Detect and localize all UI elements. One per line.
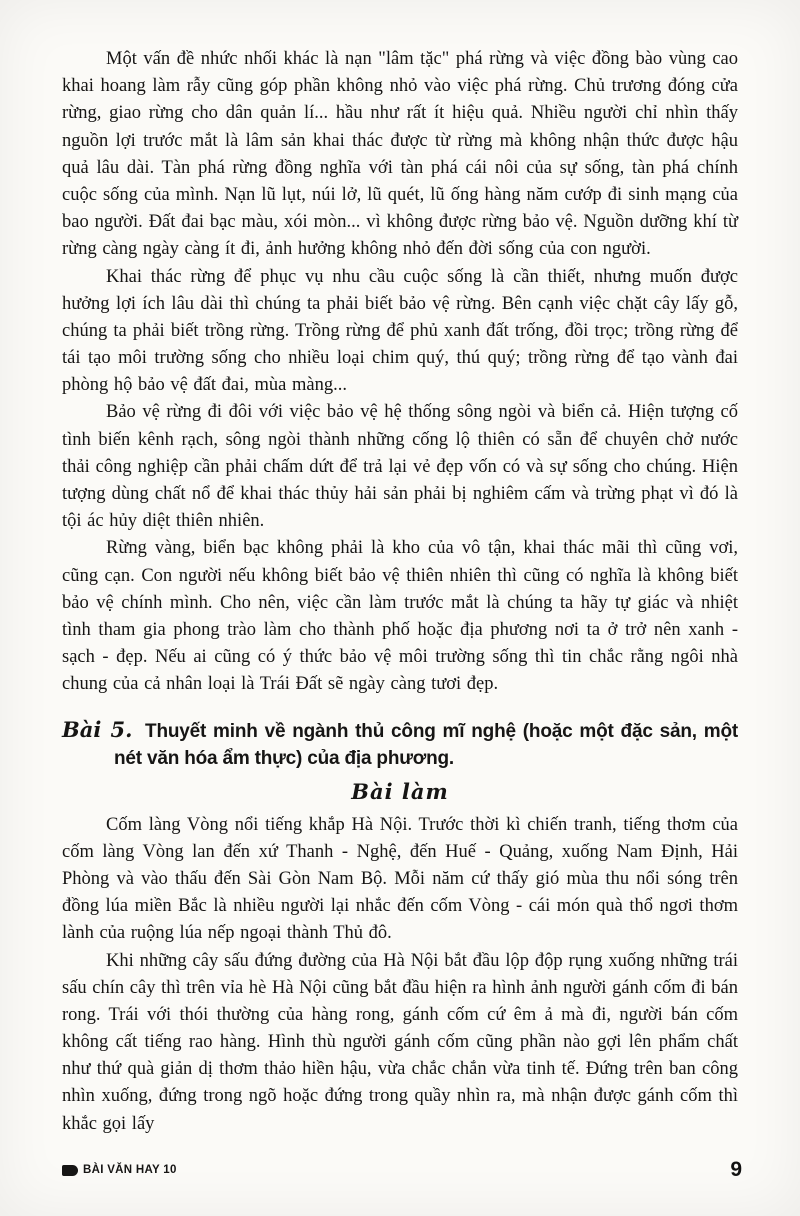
series-title: BÀI VĂN HAY 10: [83, 1164, 177, 1176]
series-logo-icon: [62, 1165, 78, 1176]
paragraph-deforestation: Một vấn đề nhức nhối khác là nạn "lâm tặc" phá rừng và việc đồng bào vùng cao khai hoang làm rẫy cũng góp phần không nhỏ vào việc phá rừng. Chủ trương đóng cửa rừng, giao rừng cho dân quản lí... hầu như rất ít hiệu quả. Nhiều người chỉ nhìn thấy nguồn lợi trước mắt là lâm sản khai thác được từ rừng mà không nhận thức được hậu quả lâu dài. Tàn phá rừng đồng nghĩa với tàn phá cái nôi của sự sống, tàn phá chính cuộc sống của mình. Nạn lũ lụt, núi lở, lũ quét, lũ ống hàng năm cướp đi sinh mạng của bao người. Đất đai bạc màu, xói mòn... vì không được rừng bảo vệ. Nguồn dưỡng khí từ rừng càng ngày càng ít đi, ảnh hưởng không nhỏ đến đời sống của con người.: [62, 49, 738, 260]
paragraph-conclusion: Rừng vàng, biển bạc không phải là kho của vô tận, khai thác mãi thì cũng vơi, cũng cạn. Con người nếu không biết bảo vệ thiên nhiên thì cũng có nghĩa là không biết bảo vệ chính mình. Cho nên, việc cần làm trước mắt là chúng ta hãy tự giác và nhiệt tình tham gia phong trào làm cho thành phố hoặc địa phương nơi ta ở trở nên xanh - sạch - đẹp. Nếu ai cũng có ý thức bảo vệ môi trường sống thì tin chắc rằng ngôi nhà chung của cả nhân loại là Trái Đất sẽ ngày càng tươi đẹp.: [62, 538, 738, 695]
footer-series: [62, 1164, 177, 1176]
page-footer: [62, 1158, 742, 1182]
exercise-number-label: Bài 5.: [62, 716, 133, 742]
exercise-heading: [62, 715, 738, 773]
exercise-title: Thuyết minh về ngành thủ công mĩ nghệ (hoặc một đặc sản, một nét văn hóa ẩm thực) của địa phương.: [114, 720, 739, 770]
paragraph-com-vong-intro: Cốm làng Vòng nổi tiếng khắp Hà Nội. Trước thời kì chiến tranh, tiếng thơm của cốm làng Vòng lan đến xứ Thanh - Nghệ, đến Huế - Quảng, xuống Nam Định, Hải Phòng và vào thấu đến Sài Gòn Nam Bộ. Mỗi năm cứ thấy gió mùa thu nổi sóng trên đồng lúa miền Bắc là nhiều người lại nhắc đến cốm Vòng - cái món quà thổ ngơi thơm lành của ruộng lúa nếp ngoại thành Thủ đô.: [62, 814, 738, 944]
paragraph-rivers-sea: Bảo vệ rừng đi đôi với việc bảo vệ hệ thống sông ngòi và biển cả. Hiện tượng cố tình biến kênh rạch, sông ngòi thành những cống lộ thiên có sẵn để chuyên chở nước thải công nghiệp cần phải chấm dứt để trả lại vẻ đẹp vốn có và sự sống cho chúng. Hiện tượng dùng chất nổ để khai thác thủy hải sản phải bị nghiêm cấm và trừng phạt vì đó là tội ác hủy diệt thiên nhiên.: [62, 402, 738, 532]
paragraph-reforestation: Khai thác rừng để phục vụ nhu cầu cuộc sống là cần thiết, nhưng muốn được hưởng lợi ích lâu dài thì chúng ta phải biết bảo vệ rừng. Bên cạnh việc chặt cây lấy gỗ, chúng ta phải biết trồng rừng. Trồng rừng để phủ xanh đất trống, đồi trọc; trồng rừng để tái tạo môi trường sống cho nhiều loại chim quý, thú quý; trồng rừng để tạo vành đai phòng hộ bảo vệ đất đai, mùa màng...: [62, 266, 738, 396]
essay-response-heading: Bài làm: [351, 778, 449, 804]
paragraph-com-vong-sellers: Khi những cây sấu đứng đường của Hà Nội bắt đầu lộp độp rụng xuống những trái sấu chín cây thì trên vỉa hè Hà Nội cũng bắt đầu hiện ra hình ảnh người gánh cốm đi bán rong. Trái với thói thường của hàng rong, gánh cốm cứ êm ả mà đi, người bán cốm không cất tiếng rao hàng. Hình thù người gánh cốm cũng phần nào gợi lên phẩm chất như thứ quà giản dị thơm thảo hiền hậu, vừa chắc chắn vừa tinh tế. Đứng trên ban công nhìn xuống, đứng trong ngõ hoặc đứng trong quầy nhìn ra, mà nhận được gánh cốm thì khắc gọi lấy: [62, 950, 738, 1134]
page-number: 9: [730, 1158, 742, 1181]
